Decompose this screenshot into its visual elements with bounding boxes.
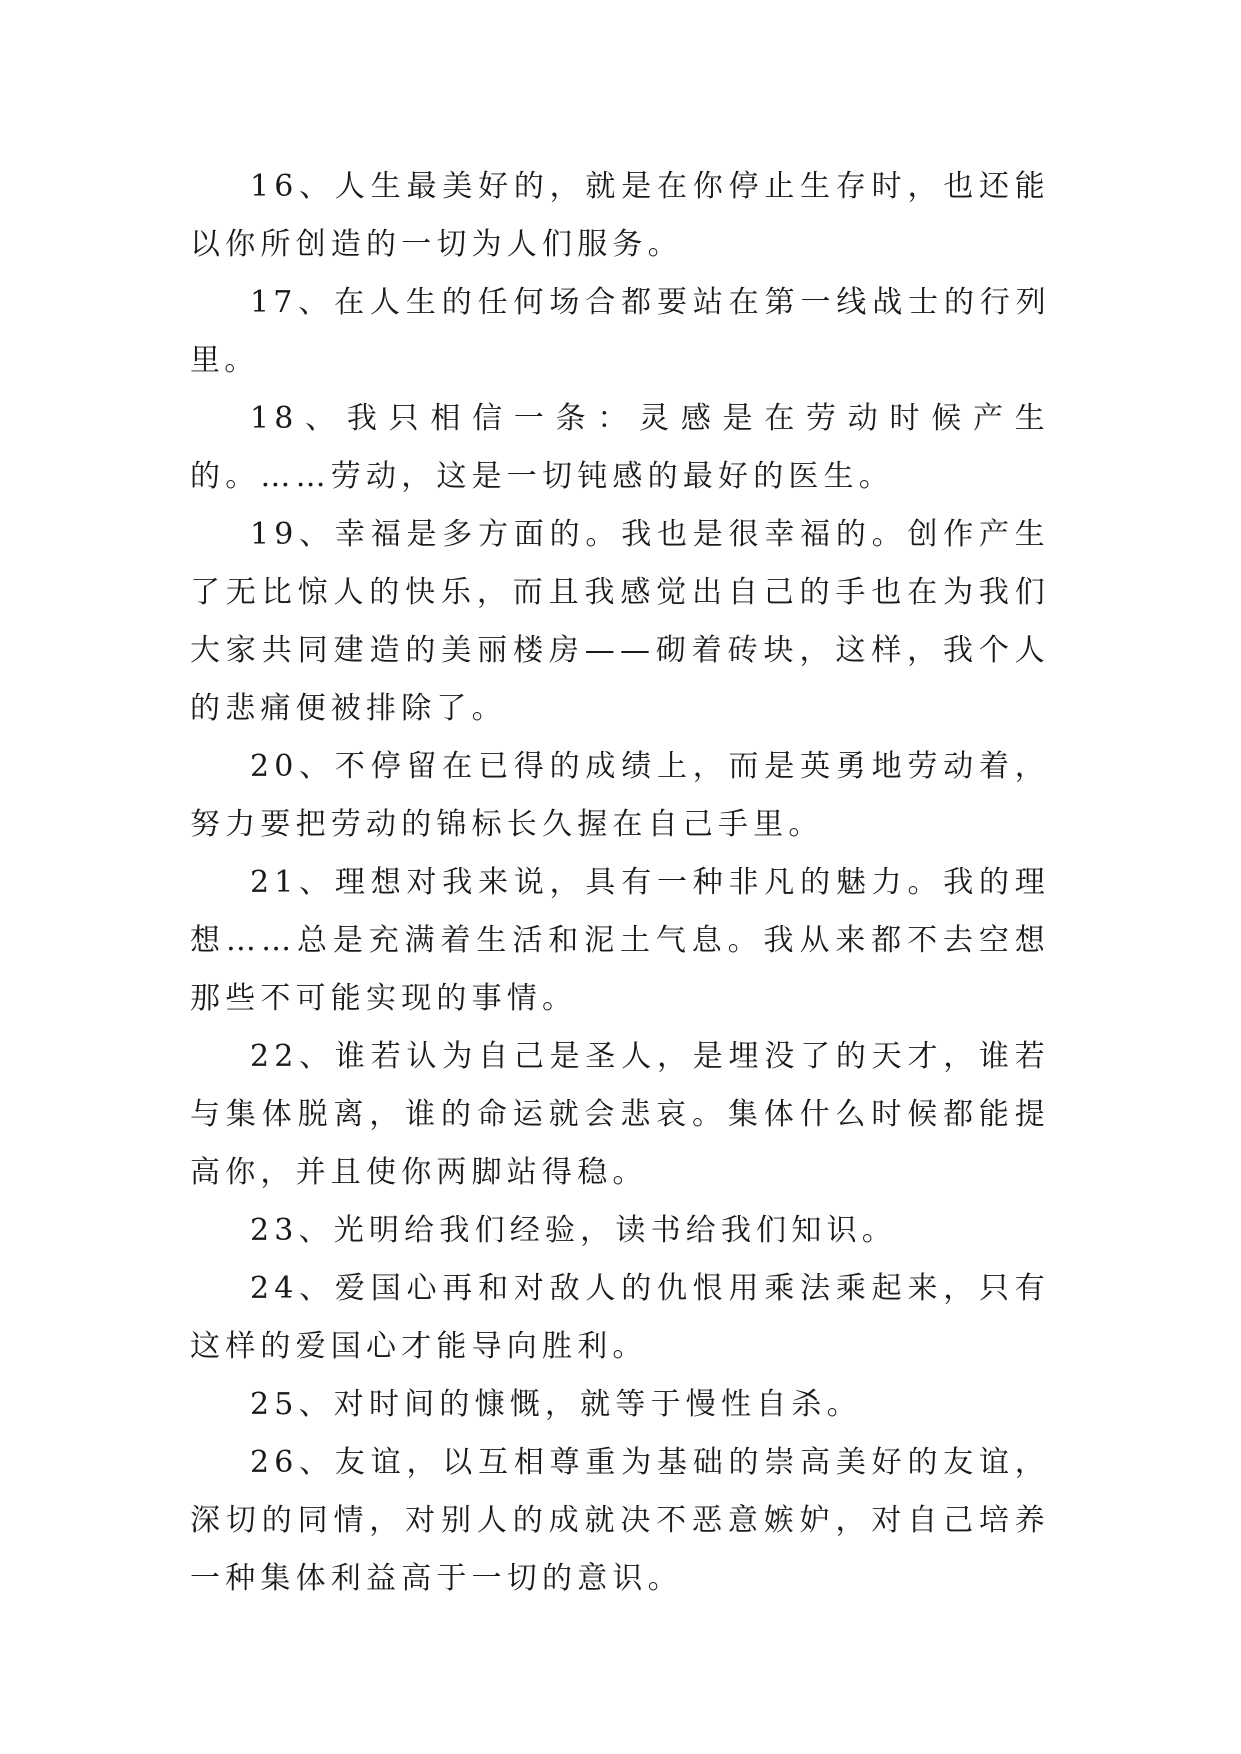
paragraph-20: 20、不停留在已得的成绩上，而是英勇地劳动着，努力要把劳动的锦标长久握在自己手里。 <box>190 749 1050 842</box>
document-body <box>190 158 1050 1608</box>
paragraph-26: 26、友谊，以互相尊重为基础的崇高美好的友谊，深切的同情，对别人的成就决不恶意嫉妒，对自己培养一种集体利益高于一切的意识。 <box>190 1445 1050 1596</box>
paragraph-21: 21、理想对我来说，具有一种非凡的魅力。我的理想……总是充满着生活和泥土气息。我从来都不去空想那些不可能实现的事情。 <box>190 865 1050 1016</box>
paragraph-22: 22、谁若认为自己是圣人，是埋没了的天才，谁若与集体脱离，谁的命运就会悲哀。集体什么时候都能提高你，并且使你两脚站得稳。 <box>190 1039 1050 1190</box>
paragraph-18: 18、我只相信一条：灵感是在劳动时候产生的。……劳动，这是一切钝感的最好的医生。 <box>190 401 1050 494</box>
paragraph-19: 19、幸福是多方面的。我也是很幸福的。创作产生了无比惊人的快乐，而且我感觉出自己的手也在为我们大家共同建造的美丽楼房——砌着砖块，这样，我个人的悲痛便被排除了。 <box>190 517 1050 726</box>
paragraph-17: 17、在人生的任何场合都要站在第一线战士的行列里。 <box>190 285 1050 378</box>
paragraph-16: 16、人生最美好的，就是在你停止生存时，也还能以你所创造的一切为人们服务。 <box>190 169 1050 262</box>
paragraph-23: 23、光明给我们经验，读书给我们知识。 <box>250 1213 897 1248</box>
paragraph-24: 24、爱国心再和对敌人的仇恨用乘法乘起来，只有这样的爱国心才能导向胜利。 <box>190 1271 1050 1364</box>
paragraph-25: 25、对时间的慷慨，就等于慢性自杀。 <box>250 1387 862 1422</box>
